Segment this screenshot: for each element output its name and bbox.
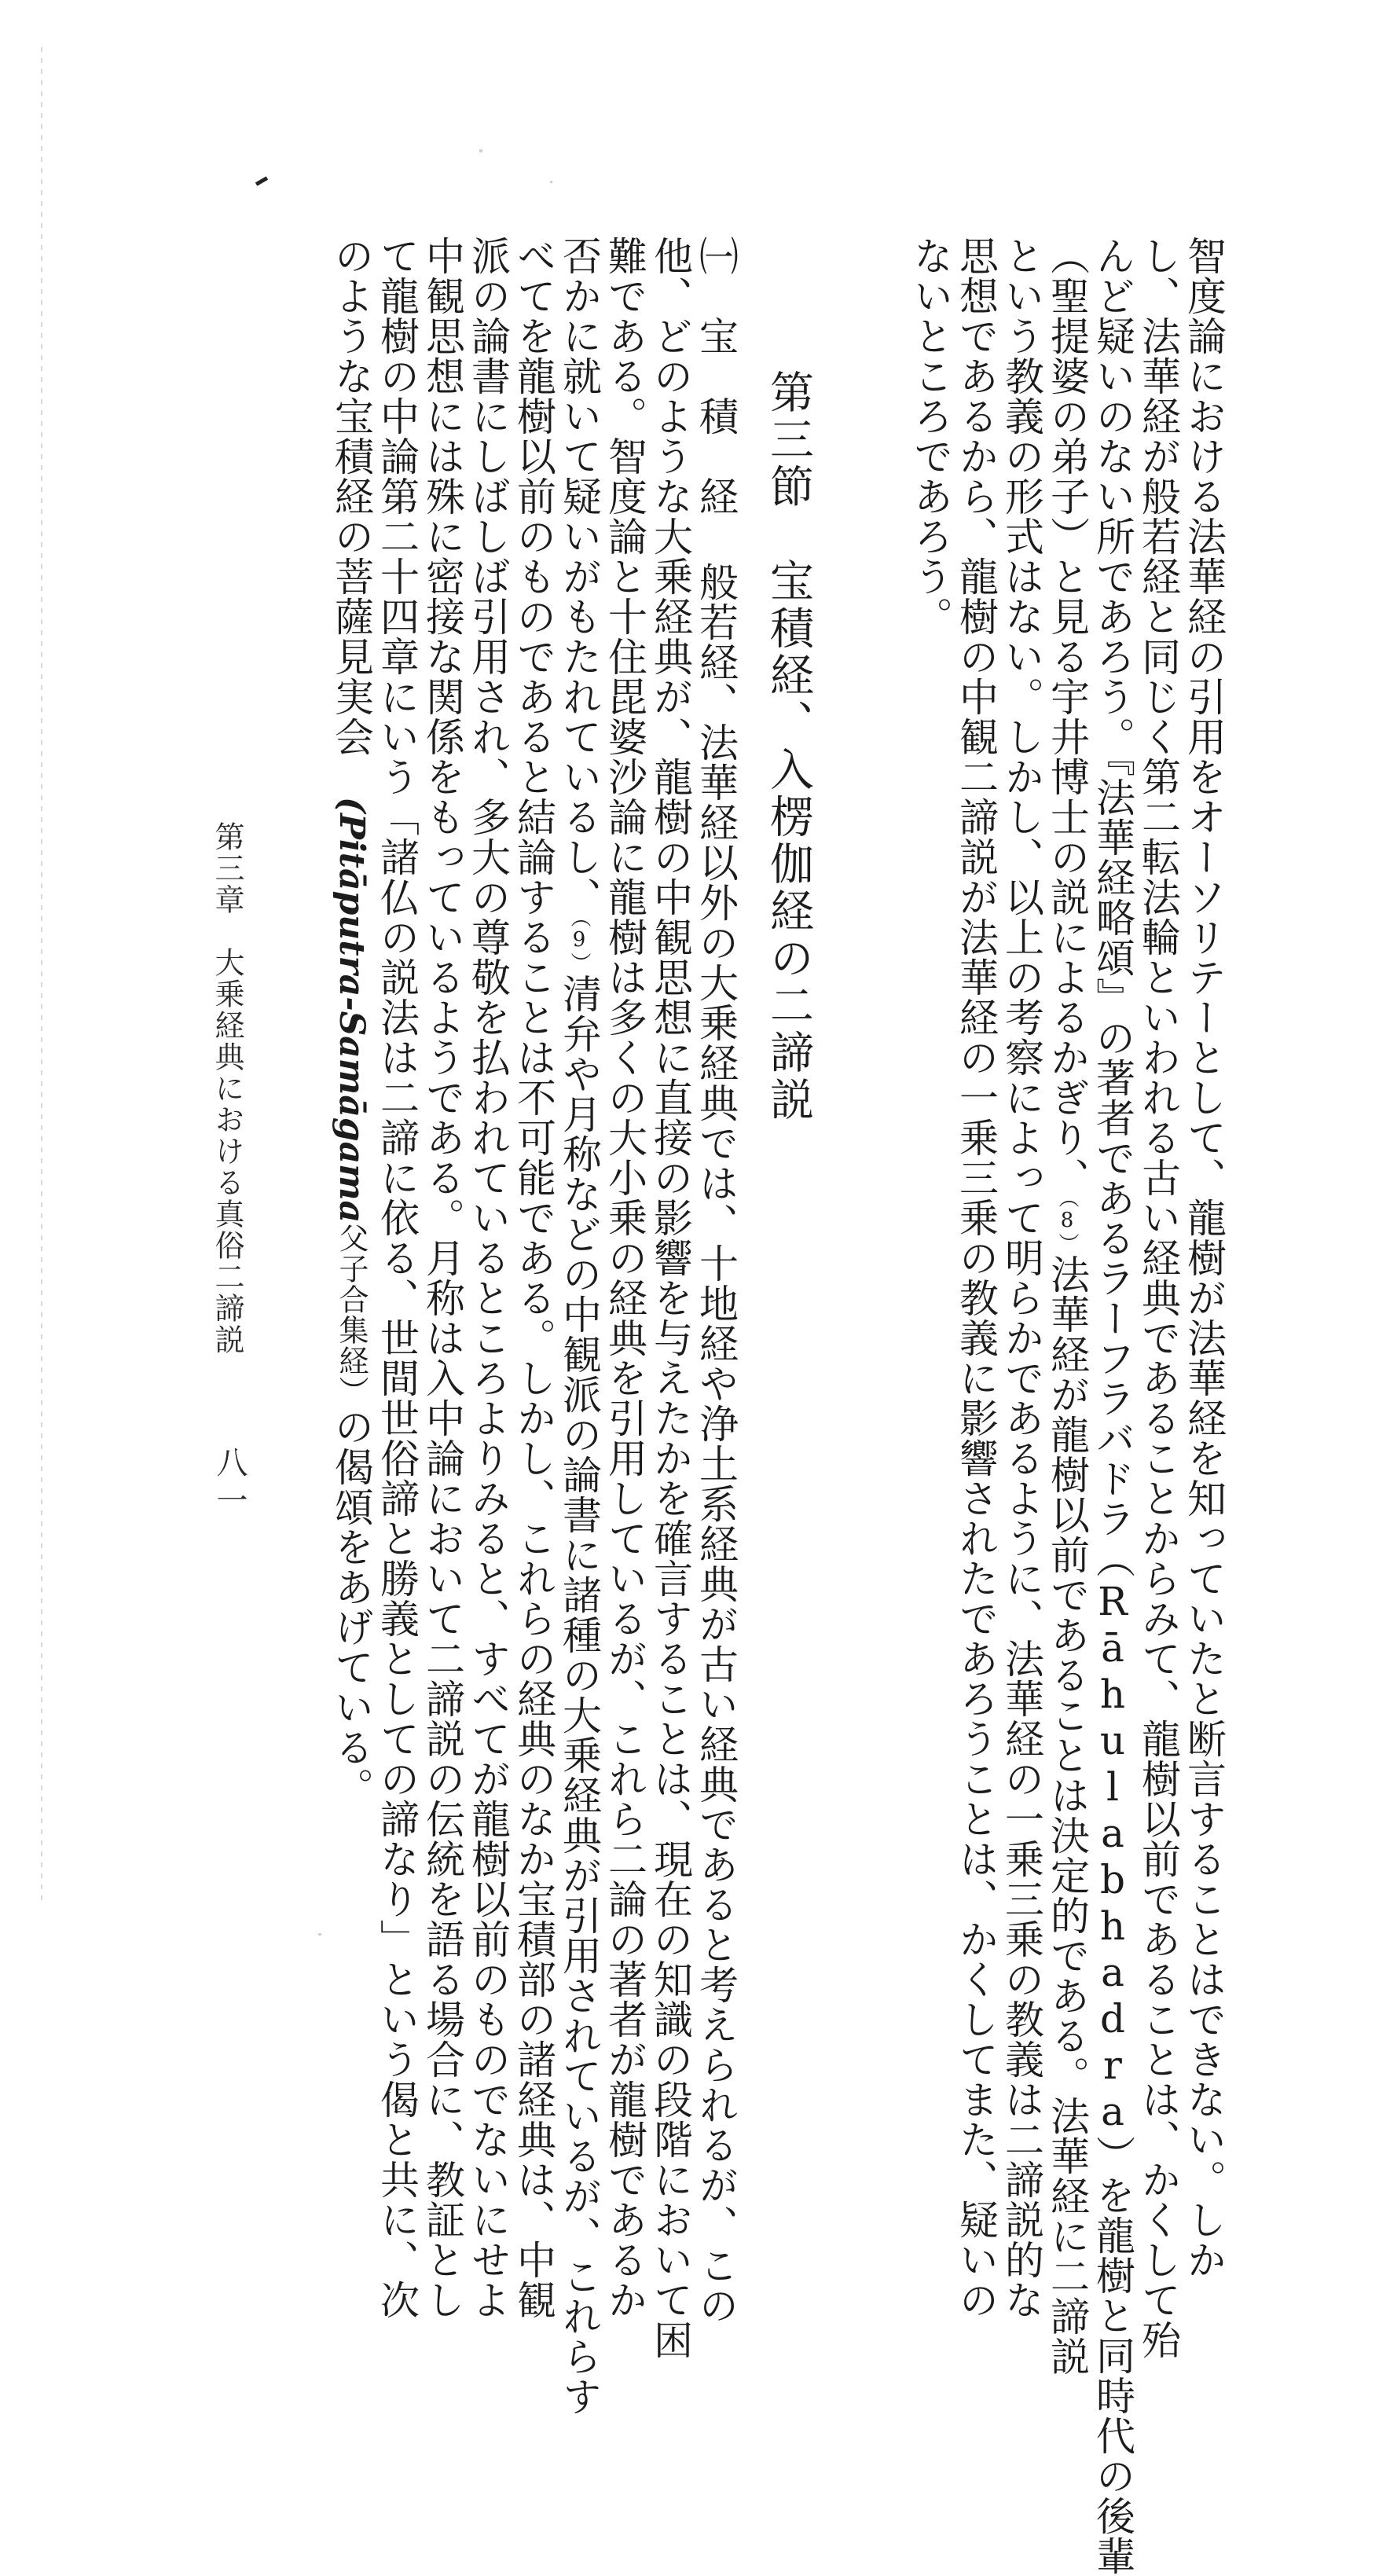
section-line-6: 派の論書にしばしば引用され、多大の尊敬を払われているところよりみると、すべてが龍樹以前のものでないにせよ [465, 236, 511, 2320]
section-line-9-text-a: のような宝積経の菩薩見実会 [328, 236, 374, 797]
scan-speck [318, 1933, 321, 1936]
body-line-5: という教義の形式はない。しかし、以上の考察によって明らかであるように、法華経の一乗三乗の教義は二諦説的な [999, 236, 1044, 2320]
body-line-7: ないところであろう。 [908, 236, 953, 637]
section-heading: 第三節 宝積経、入楞伽経の二諦説 [763, 369, 814, 1124]
body-line-3-text: んど疑いのない所であろう。『法華経略頌』の著者であるラーフラバドラ（Rāhulabhadra）を龍樹と同時代の後輩 [1090, 236, 1135, 2576]
chinese-title: 父子合集経） [334, 1223, 369, 1407]
scan-speck [479, 149, 482, 152]
running-head: 第三章 大乗経典における真俗二諦説 [210, 821, 244, 1356]
section-line-1 [693, 236, 739, 2325]
section-line-3: 難である。智度論と十住毘婆沙論に龍樹は多くの大小乗の経典を引用しているが、これら二論の著者が龍樹であるか [602, 236, 647, 2320]
section-line-9 [328, 236, 374, 1808]
scan-speck [550, 181, 552, 183]
body-line-4-text-a: （聖提婆の弟子）と見る宇井博士の説によるかぎり、 [1044, 236, 1090, 1198]
section-line-4 [556, 236, 602, 2416]
scan-mark [255, 176, 268, 185]
subsection-label: ㈠ 宝 積 経 [693, 236, 739, 516]
scan-margin-artifact [41, 47, 42, 1902]
section-line-8: て龍樹の中論第二十四章にいう「諸仏の説法は二諦に依る、世間世俗諦と勝義としての諦なり」という偈と共に、次 [374, 236, 420, 2320]
sanskrit-title: (Pitāputra-Samāgama [332, 797, 372, 1224]
section-line-4-text-a: 否かに就いて疑いがもたれているし、 [556, 236, 602, 917]
section-line-5: べてを龍樹以前のものであると結論することは不可能である。しかし、これらの経典のなか宝積部の諸経典は、中観 [511, 236, 556, 2320]
section-line-7: 中観思想には殊に密接な関係をもっているようである。月称は入中論において二諦説の伝統を語る場合に、教証とし [420, 236, 465, 2320]
body-line-1: 智度論における法華経の引用をオーソリテーとして、龍樹が法華経を知っていたと断言することはできない。しか [1181, 236, 1227, 2280]
body-line-6: 思想であるから、龍樹の中観二諦説が法華経の一乗三乗の教義に影響されたであろうことは、かくしてまた、疑いの [953, 236, 999, 2320]
page-number: 八一 [211, 1446, 248, 1521]
section-line-2: 他、どのような大乗経典が、龍樹の中観思想に直接の影響を与えたかを確言することは、現在の知識の段階において困 [647, 236, 693, 2360]
body-line-4-text-b: 法華経が龍樹以前であることは決定的である。法華経に二諦説 [1044, 1254, 1090, 2376]
footnote-marker-9: （9） [567, 917, 591, 974]
section-line-9-text-b: の偈頌をあげている。 [328, 1407, 374, 1808]
body-line-3 [1090, 236, 1135, 2576]
footnote-marker-8: （8） [1055, 1198, 1079, 1254]
body-line-2: し、法華経が般若経と同じく第二転法輪といわれる古い経典であることからみて、龍樹以前であることは、かくして殆 [1135, 236, 1181, 2360]
section-line-4-text-b: 清弁や月称などの中観派の論書に諸種の大乗経典が引用されているが、これらす [556, 974, 602, 2416]
section-line-1-text: 般若経、法華経以外の大乗経典では、十地経や浄土系経典が古い経典であると考えられるが、この [693, 562, 739, 2325]
body-line-4 [1044, 236, 1090, 2376]
